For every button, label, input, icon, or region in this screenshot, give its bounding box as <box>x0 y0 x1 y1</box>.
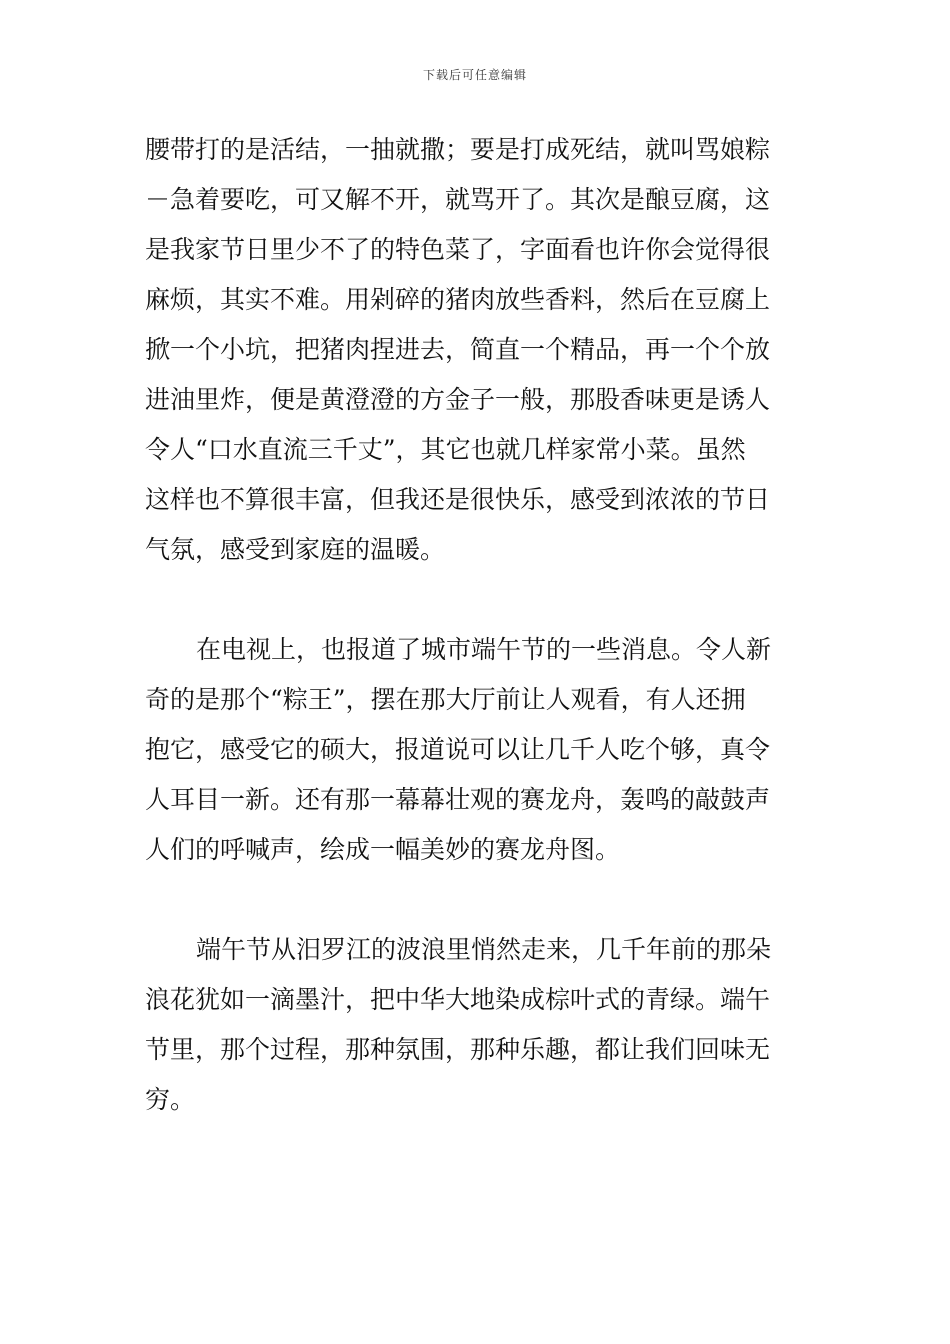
paragraph-1 <box>145 125 810 575</box>
text-line: 节里，那个过程，那种氛围，那种乐趣，都让我们回味无 <box>145 1035 771 1064</box>
text-line: 在电视上，也报道了城市端午节的一些消息。令人新 <box>196 635 772 664</box>
text-line: 麻烦，其实不难。用剁碎的猪肉放些香料，然后在豆腐上 <box>145 285 771 314</box>
text-line: 这样也不算很丰富，但我还是很快乐，感受到浓浓的节日 <box>145 485 771 514</box>
page-header: 下载后可任意编辑 <box>422 68 527 82</box>
document-body <box>145 125 810 1125</box>
text-line: 掀一个小坑，把猪肉捏进去，简直一个精品，再一个个放 <box>145 335 771 364</box>
text-line: 进油里炸，便是黄澄澄的方金子一般，那股香味更是诱人 <box>145 385 771 414</box>
text-line: 抱它，感受它的硕大，报道说可以让几千人吃个够，真令 <box>145 735 771 764</box>
text-line: 浪花犹如一滴墨汁，把中华大地染成棕叶式的青绿。端午 <box>145 985 771 1014</box>
paragraph-gap <box>145 875 810 925</box>
text-line: 人们的呼喊声，绘成一幅美妙的赛龙舟图。 <box>145 835 621 864</box>
paragraph-2 <box>145 625 810 875</box>
text-line: 气氛，感受到家庭的温暖。 <box>145 535 446 564</box>
paragraph-gap <box>145 575 810 625</box>
text-line: 奇的是那个“粽王”，摆在那大厅前让人观看，有人还拥 <box>145 685 746 714</box>
text-line: 人耳目一新。还有那一幕幕壮观的赛龙舟，轰鸣的敲鼓声 <box>145 785 771 814</box>
text-line: 穷。 <box>145 1085 196 1114</box>
text-line: 端午节从汨罗江的波浪里悄然走来，几千年前的那朵 <box>196 935 772 964</box>
text-line: 令人“口水直流三千丈”，其它也就几样家常小菜。虽然 <box>145 435 746 464</box>
paragraph-3 <box>145 925 810 1125</box>
text-line: 是我家节日里少不了的特色菜了，字面看也许你会觉得很 <box>145 235 771 264</box>
text-line: －急着要吃，可又解不开，就骂开了。其次是酿豆腐，这 <box>145 185 771 214</box>
text-line: 腰带打的是活结，一抽就撒；要是打成死结，就叫骂娘粽 <box>145 135 771 164</box>
